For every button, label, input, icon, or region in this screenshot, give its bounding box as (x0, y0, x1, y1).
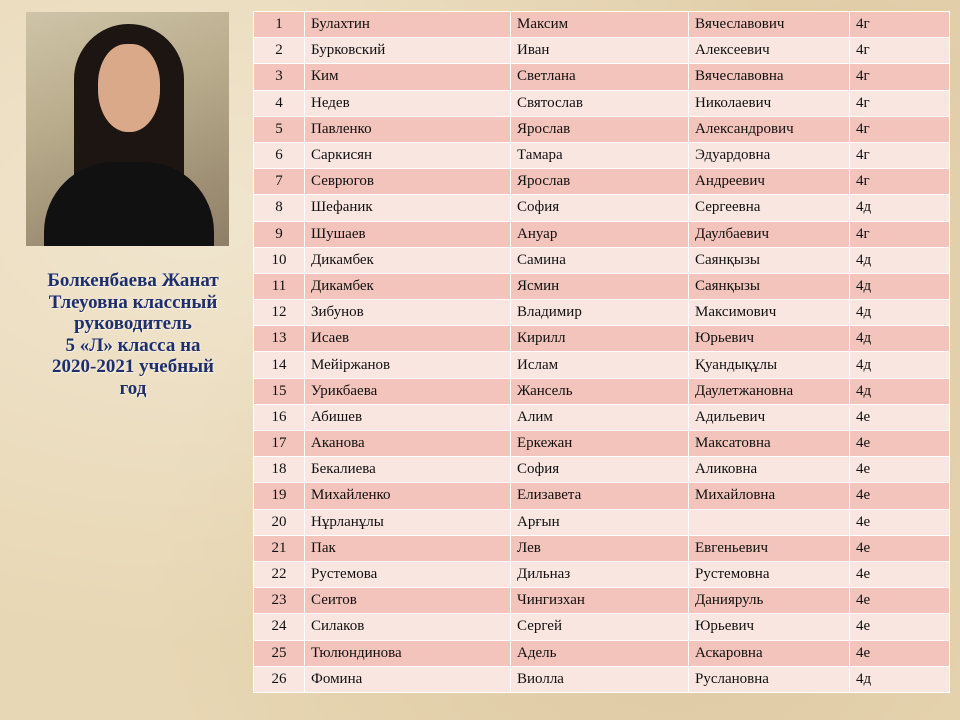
last-name-cell: Тюлюндинова (305, 640, 511, 666)
row-number: 6 (254, 142, 305, 168)
table-row (254, 378, 950, 404)
row-number: 26 (254, 666, 305, 692)
patronymic-cell: Евгеньевич (689, 535, 850, 561)
class-cell: 4д (850, 195, 950, 221)
caption-line: 5 «Л» класса на (65, 334, 201, 356)
class-cell: 4г (850, 221, 950, 247)
row-number: 17 (254, 431, 305, 457)
table-row (254, 666, 950, 692)
patronymic-cell: Алексеевич (689, 38, 850, 64)
patronymic-cell: Сергеевна (689, 195, 850, 221)
first-name-cell: Иван (511, 38, 689, 64)
class-cell: 4е (850, 640, 950, 666)
class-cell: 4е (850, 457, 950, 483)
last-name-cell: Рустемова (305, 561, 511, 587)
table-row (254, 509, 950, 535)
row-number: 5 (254, 116, 305, 142)
class-cell: 4г (850, 116, 950, 142)
caption-line: руководитель (74, 313, 192, 334)
teacher-caption (20, 270, 246, 399)
first-name-cell: Владимир (511, 300, 689, 326)
last-name-cell: Саркисян (305, 142, 511, 168)
class-cell: 4е (850, 588, 950, 614)
row-number: 7 (254, 169, 305, 195)
row-number: 16 (254, 404, 305, 430)
class-cell: 4е (850, 509, 950, 535)
first-name-cell: Тамара (511, 142, 689, 168)
first-name-cell: Максим (511, 12, 689, 38)
row-number: 22 (254, 561, 305, 587)
patronymic-cell: Данияруль (689, 588, 850, 614)
class-cell: 4д (850, 666, 950, 692)
patronymic-cell: Саянқызы (689, 273, 850, 299)
class-cell: 4г (850, 12, 950, 38)
first-name-cell: Виолла (511, 666, 689, 692)
table-row (254, 614, 950, 640)
row-number: 2 (254, 38, 305, 64)
patronymic-cell: Эдуардовна (689, 142, 850, 168)
row-number: 13 (254, 326, 305, 352)
class-cell: 4д (850, 300, 950, 326)
table-row (254, 483, 950, 509)
table-row (254, 12, 950, 38)
row-number: 14 (254, 352, 305, 378)
patronymic-cell: Руслановна (689, 666, 850, 692)
class-cell: 4д (850, 352, 950, 378)
row-number: 10 (254, 247, 305, 273)
first-name-cell: Елизавета (511, 483, 689, 509)
first-name-cell: Светлана (511, 64, 689, 90)
row-number: 23 (254, 588, 305, 614)
teacher-photo (26, 12, 229, 246)
first-name-cell: Чингизхан (511, 588, 689, 614)
table-row (254, 64, 950, 90)
last-name-cell: Пак (305, 535, 511, 561)
patronymic-cell: Қуандықұлы (689, 352, 850, 378)
class-cell: 4е (850, 561, 950, 587)
class-cell: 4д (850, 326, 950, 352)
table-row (254, 431, 950, 457)
last-name-cell: Шушаев (305, 221, 511, 247)
first-name-cell: Алим (511, 404, 689, 430)
last-name-cell: Сеитов (305, 588, 511, 614)
last-name-cell: Бурковский (305, 38, 511, 64)
caption-line: Тлеуовна классный (48, 291, 218, 313)
row-number: 9 (254, 221, 305, 247)
patronymic-cell: Андреевич (689, 169, 850, 195)
student-list-table (253, 11, 950, 693)
student-rows (254, 12, 950, 693)
class-cell: 4д (850, 247, 950, 273)
row-number: 25 (254, 640, 305, 666)
table-row (254, 561, 950, 587)
table-row (254, 221, 950, 247)
class-cell: 4г (850, 142, 950, 168)
patronymic-cell: Александрович (689, 116, 850, 142)
class-cell: 4е (850, 614, 950, 640)
class-cell: 4г (850, 90, 950, 116)
first-name-cell: Сергей (511, 614, 689, 640)
class-cell: 4г (850, 64, 950, 90)
caption-line: Болкенбаева Жанат (47, 270, 219, 291)
photo-clothing-shape (44, 162, 214, 246)
first-name-cell: Ясмин (511, 273, 689, 299)
row-number: 15 (254, 378, 305, 404)
patronymic-cell: Даулетжановна (689, 378, 850, 404)
row-number: 21 (254, 535, 305, 561)
patronymic-cell: Аликовна (689, 457, 850, 483)
patronymic-cell: Николаевич (689, 90, 850, 116)
row-number: 12 (254, 300, 305, 326)
patronymic-cell: Вячеславовна (689, 64, 850, 90)
first-name-cell: Арғын (511, 509, 689, 535)
patronymic-cell: Юрьевич (689, 326, 850, 352)
patronymic-cell (689, 509, 850, 535)
first-name-cell: Ярослав (511, 169, 689, 195)
first-name-cell: Лев (511, 535, 689, 561)
table-row (254, 588, 950, 614)
table-row (254, 640, 950, 666)
last-name-cell: Севрюгов (305, 169, 511, 195)
table-row (254, 38, 950, 64)
last-name-cell: Фомина (305, 666, 511, 692)
last-name-cell: Михайленко (305, 483, 511, 509)
photo-face-shape (98, 44, 160, 132)
class-cell: 4г (850, 38, 950, 64)
last-name-cell: Урикбаева (305, 378, 511, 404)
table-row (254, 116, 950, 142)
last-name-cell: Зибунов (305, 300, 511, 326)
last-name-cell: Мейіржанов (305, 352, 511, 378)
first-name-cell: Ислам (511, 352, 689, 378)
last-name-cell: Дикамбек (305, 247, 511, 273)
first-name-cell: Кирилл (511, 326, 689, 352)
first-name-cell: София (511, 195, 689, 221)
last-name-cell: Аканова (305, 431, 511, 457)
table-row (254, 404, 950, 430)
last-name-cell: Силаков (305, 614, 511, 640)
last-name-cell: Абишев (305, 404, 511, 430)
first-name-cell: Святослав (511, 90, 689, 116)
first-name-cell: София (511, 457, 689, 483)
table-row (254, 195, 950, 221)
last-name-cell: Исаев (305, 326, 511, 352)
row-number: 8 (254, 195, 305, 221)
last-name-cell: Дикамбек (305, 273, 511, 299)
row-number: 11 (254, 273, 305, 299)
first-name-cell: Ануар (511, 221, 689, 247)
class-cell: 4д (850, 273, 950, 299)
table-row (254, 326, 950, 352)
row-number: 20 (254, 509, 305, 535)
table-row (254, 142, 950, 168)
table-row (254, 535, 950, 561)
first-name-cell: Дильназ (511, 561, 689, 587)
patronymic-cell: Саянқызы (689, 247, 850, 273)
table-row (254, 457, 950, 483)
table-row (254, 247, 950, 273)
first-name-cell: Ярослав (511, 116, 689, 142)
patronymic-cell: Вячеславович (689, 12, 850, 38)
first-name-cell: Еркежан (511, 431, 689, 457)
class-cell: 4е (850, 535, 950, 561)
row-number: 1 (254, 12, 305, 38)
row-number: 18 (254, 457, 305, 483)
last-name-cell: Бекалиева (305, 457, 511, 483)
patronymic-cell: Юрьевич (689, 614, 850, 640)
table-row (254, 300, 950, 326)
class-cell: 4г (850, 169, 950, 195)
patronymic-cell: Максатовна (689, 431, 850, 457)
last-name-cell: Нұрланұлы (305, 509, 511, 535)
patronymic-cell: Рустемовна (689, 561, 850, 587)
caption-line: год (119, 377, 147, 399)
table-row (254, 352, 950, 378)
last-name-cell: Недев (305, 90, 511, 116)
table-row (254, 169, 950, 195)
class-cell: 4е (850, 431, 950, 457)
last-name-cell: Булахтин (305, 12, 511, 38)
patronymic-cell: Аскаровна (689, 640, 850, 666)
class-cell: 4д (850, 378, 950, 404)
last-name-cell: Павленко (305, 116, 511, 142)
table-row (254, 273, 950, 299)
table-row (254, 90, 950, 116)
first-name-cell: Адель (511, 640, 689, 666)
first-name-cell: Самина (511, 247, 689, 273)
row-number: 19 (254, 483, 305, 509)
patronymic-cell: Максимович (689, 300, 850, 326)
last-name-cell: Шефаник (305, 195, 511, 221)
class-cell: 4е (850, 483, 950, 509)
row-number: 4 (254, 90, 305, 116)
first-name-cell: Жансель (511, 378, 689, 404)
class-cell: 4е (850, 404, 950, 430)
row-number: 24 (254, 614, 305, 640)
patronymic-cell: Даулбаевич (689, 221, 850, 247)
caption-line: 2020-2021 учебный (52, 356, 214, 377)
patronymic-cell: Михайловна (689, 483, 850, 509)
last-name-cell: Ким (305, 64, 511, 90)
row-number: 3 (254, 64, 305, 90)
patronymic-cell: Адильевич (689, 404, 850, 430)
